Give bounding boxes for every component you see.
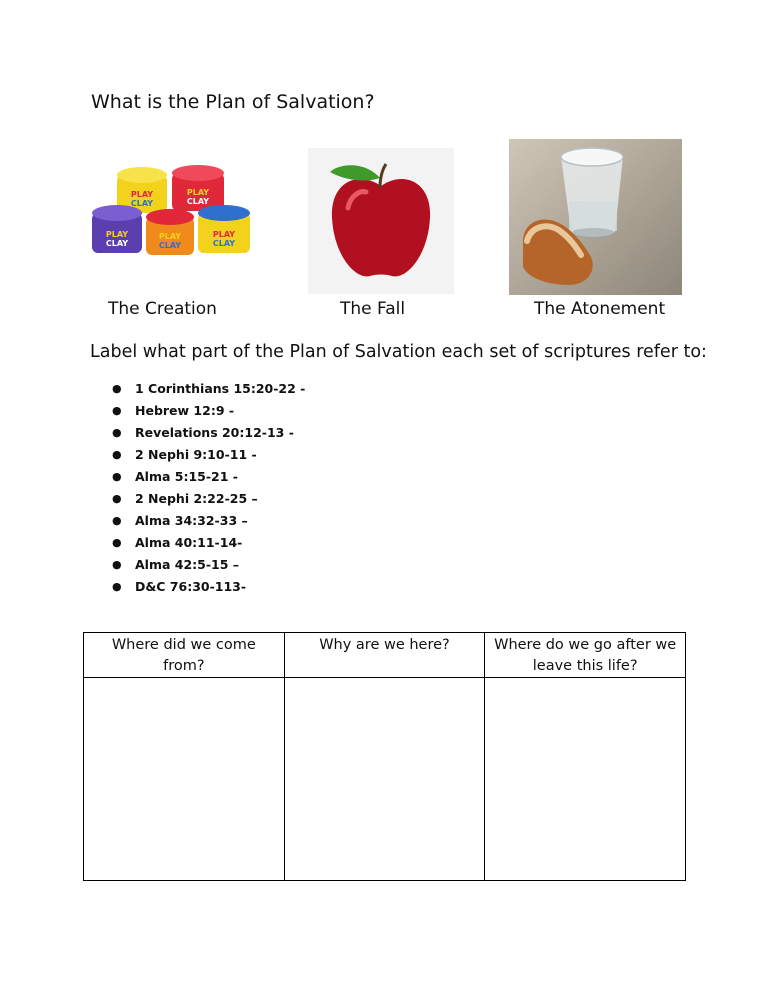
list-item: ● Alma 34:32-33 –: [112, 512, 248, 528]
page-title: What is the Plan of Salvation?: [91, 91, 375, 113]
scripture-reference: D&C 76:30-113-: [135, 578, 247, 594]
svg-text:CLAY: CLAY: [130, 199, 154, 208]
instruction-text: Label what part of the Plan of Salvation each set of scriptures refer to:: [90, 342, 707, 362]
column-header-purpose: Why are we here?: [284, 633, 485, 678]
atonement-caption: The Atonement: [534, 299, 666, 319]
fall-caption: The Fall: [340, 299, 406, 319]
fall-image: [308, 148, 454, 294]
answer-cell-purpose[interactable]: [284, 678, 485, 881]
list-item: ● Revelations 20:12-13 -: [112, 424, 294, 440]
table-row: [84, 678, 686, 881]
scripture-list: [112, 377, 305, 597]
svg-text:CLAY: CLAY: [105, 239, 129, 248]
column-header-afterlife: Where do we go after we leave this life?: [485, 633, 686, 678]
scripture-reference: 2 Nephi 2:22-25 –: [135, 490, 258, 506]
plan-table: [83, 632, 686, 881]
list-item: ● 1 Corinthians 15:20-22 -: [112, 380, 306, 396]
svg-text:CLAY: CLAY: [212, 239, 236, 248]
scripture-reference: Alma 5:15-21 -: [135, 468, 238, 484]
svg-text:CLAY: CLAY: [186, 197, 210, 206]
scripture-reference: Revelations 20:12-13 -: [135, 424, 294, 440]
table-header-row: [84, 633, 686, 678]
svg-text:PLAY: PLAY: [212, 230, 236, 239]
scripture-reference: Hebrew 12:9 -: [135, 402, 235, 418]
list-item: ● 2 Nephi 9:10-11 -: [112, 446, 257, 462]
svg-text:CLAY: CLAY: [158, 241, 182, 250]
scripture-reference: 1 Corinthians 15:20-22 -: [135, 380, 306, 396]
svg-text:PLAY: PLAY: [105, 230, 129, 239]
list-item: ● D&C 76:30-113-: [112, 578, 247, 594]
answer-cell-afterlife[interactable]: [485, 678, 686, 881]
answer-cell-origin[interactable]: [84, 678, 285, 881]
scripture-reference: Alma 34:32-33 –: [135, 512, 248, 528]
svg-text:PLAY: PLAY: [130, 190, 154, 199]
svg-text:PLAY: PLAY: [186, 188, 210, 197]
list-item: ● Hebrew 12:9 -: [112, 402, 235, 418]
list-item: ● Alma 40:11-14-: [112, 534, 243, 550]
creation-image: [92, 165, 252, 261]
list-item: ● Alma 42:5-15 –: [112, 556, 240, 572]
list-item: ● Alma 5:15-21 -: [112, 468, 238, 484]
scripture-reference: Alma 40:11-14-: [135, 534, 243, 550]
scripture-reference: Alma 42:5-15 –: [135, 556, 240, 572]
atonement-image: [509, 139, 682, 295]
svg-text:PLAY: PLAY: [158, 232, 182, 241]
creation-caption: The Creation: [108, 299, 217, 319]
list-item: ● 2 Nephi 2:22-25 –: [112, 490, 258, 506]
scripture-reference: 2 Nephi 9:10-11 -: [135, 446, 257, 462]
column-header-origin: Where did we come from?: [84, 633, 285, 678]
